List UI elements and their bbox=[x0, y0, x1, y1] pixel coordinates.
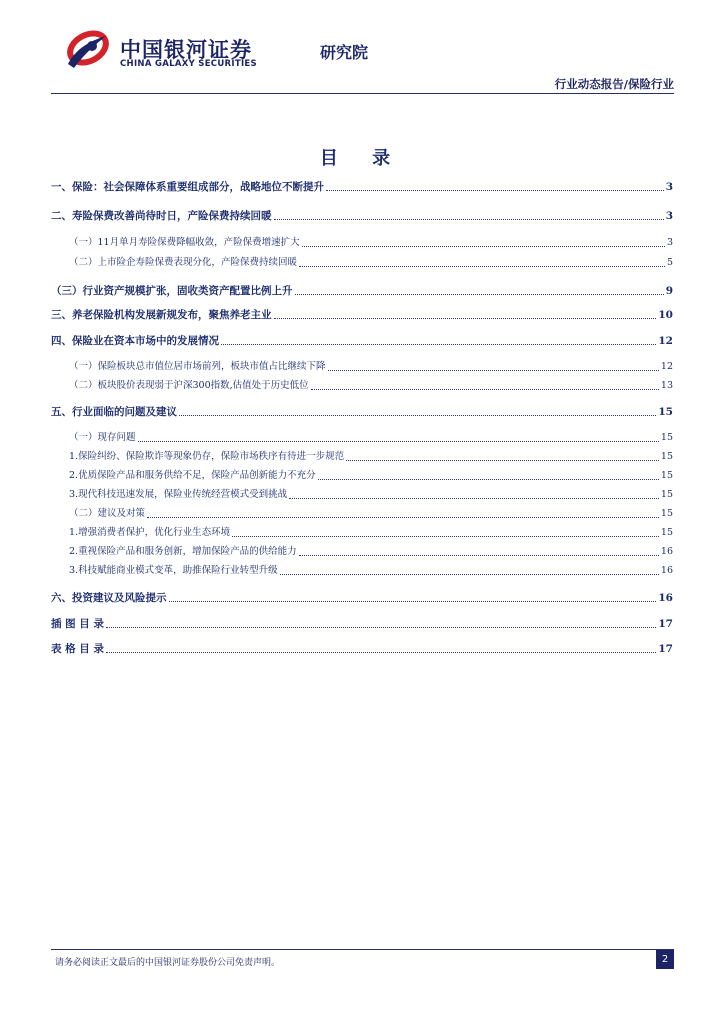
toc-leader bbox=[138, 441, 659, 442]
logo-institute-label: 研究院 bbox=[320, 43, 369, 62]
toc-entry-title: 五、行业面临的问题及建议 bbox=[51, 406, 177, 418]
toc-entry-title: 3.现代科技迅速发展，保险业传统经营模式受到挑战 bbox=[69, 489, 288, 500]
toc-entry-title: 2.优质保险产品和服务供给不足，保险产品创新能力不充分 bbox=[69, 470, 316, 481]
toc-entry[interactable] bbox=[51, 360, 673, 374]
toc-entry[interactable] bbox=[51, 526, 673, 540]
toc-leader bbox=[289, 498, 659, 499]
toc-leader bbox=[274, 219, 664, 220]
toc-entry-page: 9 bbox=[665, 285, 673, 297]
toc-entry-page: 15 bbox=[660, 432, 673, 443]
toc-entry-title: 四、保险业在资本市场中的发展情况 bbox=[51, 335, 219, 347]
toc-entry-title: 表 格 目 录 bbox=[51, 643, 104, 655]
toc-entry-page: 15 bbox=[660, 489, 673, 500]
toc-entry-page: 16 bbox=[660, 546, 673, 557]
toc-entry-title: 插 图 目 录 bbox=[51, 618, 104, 630]
toc-leader bbox=[328, 370, 659, 371]
toc-leader bbox=[274, 318, 657, 319]
toc-entry-title: 三、养老保险机构发展新规发布，聚焦养老主业 bbox=[51, 309, 272, 321]
toc-leader bbox=[280, 574, 659, 575]
header-divider bbox=[51, 93, 674, 94]
toc-entry-title: 二、寿险保费改善尚待时日，产险保费持续回暖 bbox=[51, 210, 272, 222]
toc-entry[interactable] bbox=[51, 405, 673, 419]
toc-entry-page: 15 bbox=[660, 508, 673, 519]
toc-entry-title: 1.保险纠纷、保险欺诈等现象仍存，保险市场秩序有待进一步规范 bbox=[69, 451, 345, 462]
toc-entry-title: 一、保险：社会保障体系重要组成部分，战略地位不断提升 bbox=[51, 181, 324, 193]
toc-entry[interactable] bbox=[51, 379, 673, 393]
toc-entry[interactable] bbox=[51, 642, 673, 656]
toc-leader bbox=[346, 460, 659, 461]
toc-leader bbox=[179, 415, 656, 416]
toc-entry[interactable] bbox=[51, 469, 673, 483]
toc-entry[interactable] bbox=[51, 256, 673, 270]
toc-entry[interactable] bbox=[51, 236, 673, 250]
toc-entry-title: （二）建议及对策 bbox=[69, 508, 146, 519]
toc-entry[interactable] bbox=[51, 308, 673, 322]
toc-entry-page: 16 bbox=[658, 592, 673, 604]
toc-entry-title: 六、投资建议及风险提示 bbox=[51, 592, 167, 604]
toc-entry-page: 3 bbox=[665, 181, 673, 193]
toc-entry-title: （三）行业资产规模扩张，固收类资产配置比例上升 bbox=[51, 285, 293, 297]
toc-leader bbox=[221, 344, 656, 345]
toc-entry[interactable] bbox=[51, 591, 673, 605]
toc-entry-title: （二）板块股价表现弱于沪深300指数,估值处于历史低位 bbox=[69, 380, 309, 391]
toc-entry[interactable] bbox=[51, 450, 673, 464]
toc-entry-title: 2.重视保险产品和服务创新，增加保险产品的供给能力 bbox=[69, 546, 297, 557]
toc-entry[interactable] bbox=[51, 431, 673, 445]
toc-entry-page: 16 bbox=[660, 565, 673, 576]
toc-entry-page: 3 bbox=[666, 237, 673, 248]
toc-entry-page: 15 bbox=[660, 527, 673, 538]
toc-entry-page: 15 bbox=[660, 451, 673, 462]
toc-entry-title: 1.增强消费者保护，优化行业生态环境 bbox=[69, 527, 231, 538]
report-type-label: 行业动态报告/保险行业 bbox=[554, 77, 674, 91]
page-number-badge: 2 bbox=[656, 950, 674, 969]
toc-entry-page: 12 bbox=[658, 335, 673, 347]
toc-leader bbox=[326, 190, 664, 191]
toc-leader bbox=[318, 479, 659, 480]
toc-entry[interactable] bbox=[51, 564, 673, 578]
toc-leader bbox=[311, 389, 659, 390]
toc-entry-title: 3.科技赋能商业模式变革，助推保险行业转型升级 bbox=[69, 565, 278, 576]
toc-leader bbox=[106, 652, 656, 653]
toc-entry-page: 15 bbox=[658, 406, 673, 418]
toc-leader bbox=[302, 246, 665, 247]
toc-leader bbox=[295, 294, 664, 295]
toc-entry-title: （一）11月单月寿险保费降幅收敛，产险保费增速扩大 bbox=[69, 237, 300, 248]
toc-leader bbox=[299, 555, 659, 556]
toc-leader bbox=[147, 517, 659, 518]
toc-leader bbox=[169, 601, 657, 602]
toc-entry-page: 17 bbox=[658, 643, 673, 655]
toc-entry-title: （一）现存问题 bbox=[69, 432, 136, 443]
toc-entry-page: 13 bbox=[660, 380, 673, 391]
toc-entry[interactable] bbox=[51, 284, 673, 298]
toc-entry-page: 3 bbox=[665, 210, 673, 222]
toc-entry[interactable] bbox=[51, 180, 673, 194]
logo-english-name: CHINA GALAXY SECURITIES bbox=[120, 59, 257, 69]
toc-entry[interactable] bbox=[51, 545, 673, 559]
toc-entry[interactable] bbox=[51, 334, 673, 348]
toc-entry[interactable] bbox=[51, 617, 673, 631]
toc-entry-page: 15 bbox=[660, 470, 673, 481]
footer-divider bbox=[51, 949, 674, 950]
toc-entry-title: （二）上市险企寿险保费表现分化，产险保费持续回暖 bbox=[69, 257, 298, 268]
footer-disclaimer: 请务必阅读正文最后的中国银河证券股份公司免责声明。 bbox=[55, 958, 281, 968]
toc-entry-page: 5 bbox=[666, 257, 673, 268]
toc-entry-title: （一）保险板块总市值位居市场前列，板块市值占比继续下降 bbox=[69, 361, 326, 372]
toc-leader bbox=[106, 627, 656, 628]
toc-title: 目 录 bbox=[319, 148, 405, 169]
toc-entry-page: 10 bbox=[658, 309, 673, 321]
toc-entry-page: 17 bbox=[658, 618, 673, 630]
toc-entry-page: 12 bbox=[660, 361, 673, 372]
galaxy-logo-icon bbox=[62, 28, 110, 72]
logo-chinese-name: 中国银河证券 bbox=[120, 38, 252, 62]
toc-leader bbox=[299, 266, 665, 267]
toc-entry[interactable] bbox=[51, 488, 673, 502]
toc-leader bbox=[232, 536, 659, 537]
toc-entry[interactable] bbox=[51, 507, 673, 521]
toc-entry[interactable] bbox=[51, 209, 673, 223]
